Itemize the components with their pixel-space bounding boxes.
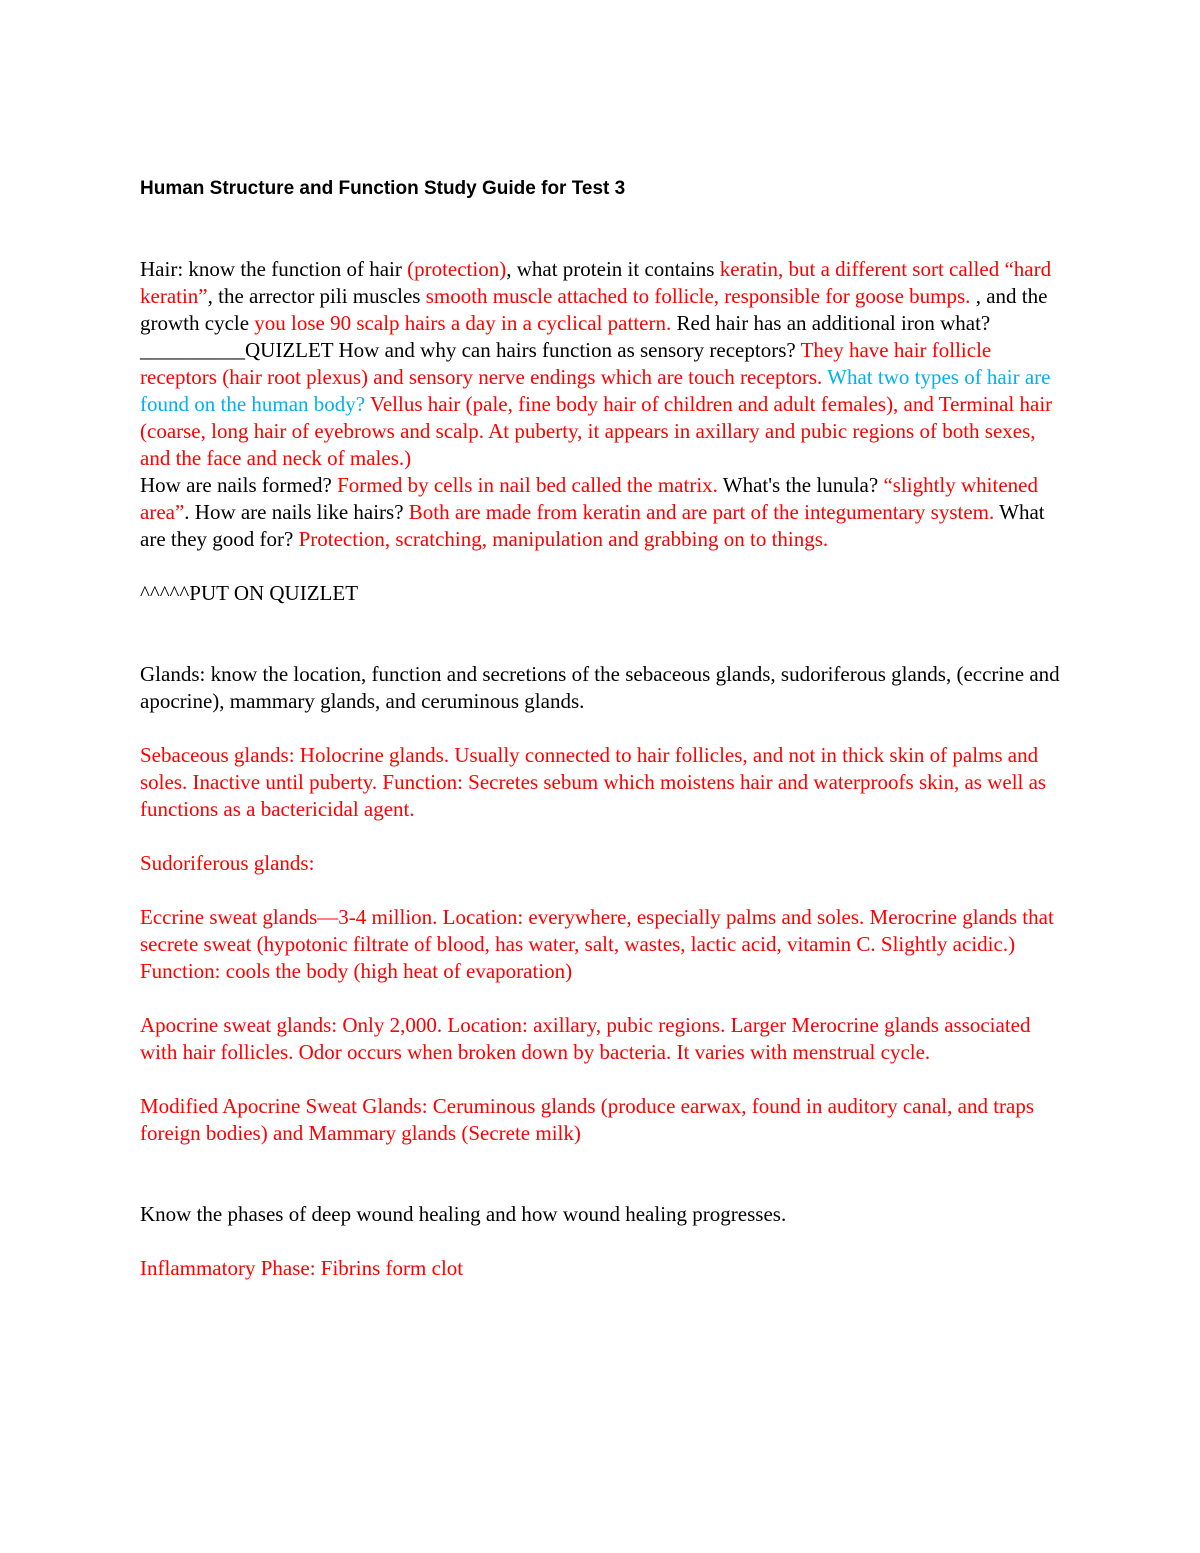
apocrine-sweat-glands: Apocrine sweat glands: Only 2,000. Location: axillary, pubic regions. Larger Merocrine glands associated with hair follicles. Odor occurs when broken down by bacteria. It varies with menstrual cycle. bbox=[140, 1013, 1031, 1064]
nails-answer-formed: Formed by cells in nail bed called the matrix. bbox=[337, 473, 718, 497]
hair-text-2: , what protein it contains bbox=[506, 257, 720, 281]
nails-text-1: How are nails formed? bbox=[140, 473, 338, 497]
inflammatory-phase: Inflammatory Phase: Fibrins form clot bbox=[140, 1256, 464, 1280]
hair-answer-function: (protection) bbox=[407, 257, 507, 281]
spacer bbox=[140, 202, 1065, 256]
nails-answer-good-for: Protection, scratching, manipulation and grabbing on to things. bbox=[298, 527, 829, 551]
hair-answer-growth-cycle: you lose 90 scalp hairs a day in a cyclical pattern. bbox=[254, 311, 672, 335]
glands-intro: Glands: know the location, function and secretions of the sebaceous glands, sudoriferous glands, (eccrine and apocrine), mammary glands, and ceruminous glands. bbox=[140, 662, 1060, 713]
eccrine-sweat-glands: Eccrine sweat glands—3-4 million. Location: everywhere, especially palms and soles. Merocrine glands that secrete sweat (hypotonic filtrate of blood, has water, salt, wastes, lactic acid, vitamin C. Slightly acidic.) Function: cools the body (high heat of evaporation) bbox=[140, 905, 1054, 983]
nails-text-3: . How are nails like hairs? bbox=[184, 500, 409, 524]
hair-text-3: , the arrector pili muscles bbox=[207, 284, 426, 308]
hair-text-4: , and the growth cycle bbox=[140, 284, 1048, 335]
sebaceous-glands: Sebaceous glands: Holocrine glands. Usually connected to hair follicles, and not in thick skin of palms and soles. Inactive until puberty. Function: Secretes sebum which moistens hair and waterproofs skin, as well as functions as a bactericidal agent. bbox=[140, 743, 1047, 821]
hair-answer-sensory: They have hair follicle receptors (hair root plexus) and sensory nerve endings which are touch receptors. bbox=[140, 338, 992, 389]
hair-text-5: Red hair has an additional iron what? __________QUIZLET How and why can hairs function as sensory receptors? bbox=[140, 311, 991, 362]
modified-apocrine-glands: Modified Apocrine Sweat Glands: Ceruminous glands (produce earwax, found in auditory canal, and traps foreign bodies) and Mammary glands (Secrete milk) bbox=[140, 1094, 1035, 1145]
nails-text-2: What's the lunula? bbox=[717, 473, 884, 497]
hair-question-types: What two types of hair are found on the human body? bbox=[140, 365, 1051, 416]
hair-text-1: Hair: know the function of hair bbox=[140, 257, 408, 281]
wound-healing-intro: Know the phases of deep wound healing and how wound healing progresses. bbox=[140, 1202, 787, 1226]
nails-answer-like-hairs: Both are made from keratin and are part of the integumentary system. bbox=[408, 500, 995, 524]
document-body bbox=[140, 170, 1065, 1282]
nails-answer-lunula: “slightly whitened area” bbox=[140, 473, 1038, 524]
nails-text-4: What are they good for? bbox=[140, 500, 1045, 551]
document-title: Human Structure and Function Study Guide for Test 3 bbox=[140, 178, 626, 199]
quizlet-note: ^^^^^PUT ON QUIZLET bbox=[140, 581, 359, 605]
nails-paragraph bbox=[140, 472, 1065, 553]
hair-answer-protein: keratin, but a different sort called “hard keratin” bbox=[140, 257, 1052, 308]
hair-answer-types: Vellus hair (pale, fine body hair of children and adult females), and Terminal hair (coarse, long hair of eyebrows and scalp. At puberty, it appears in axillary and pubic regions of both sexes, and the face and neck of males.) bbox=[140, 392, 1053, 470]
sudoriferous-glands: Sudoriferous glands: bbox=[140, 851, 315, 875]
hair-paragraph bbox=[140, 256, 1065, 472]
hair-answer-arrector-pili: smooth muscle attached to follicle, responsible for goose bumps. bbox=[425, 284, 976, 308]
